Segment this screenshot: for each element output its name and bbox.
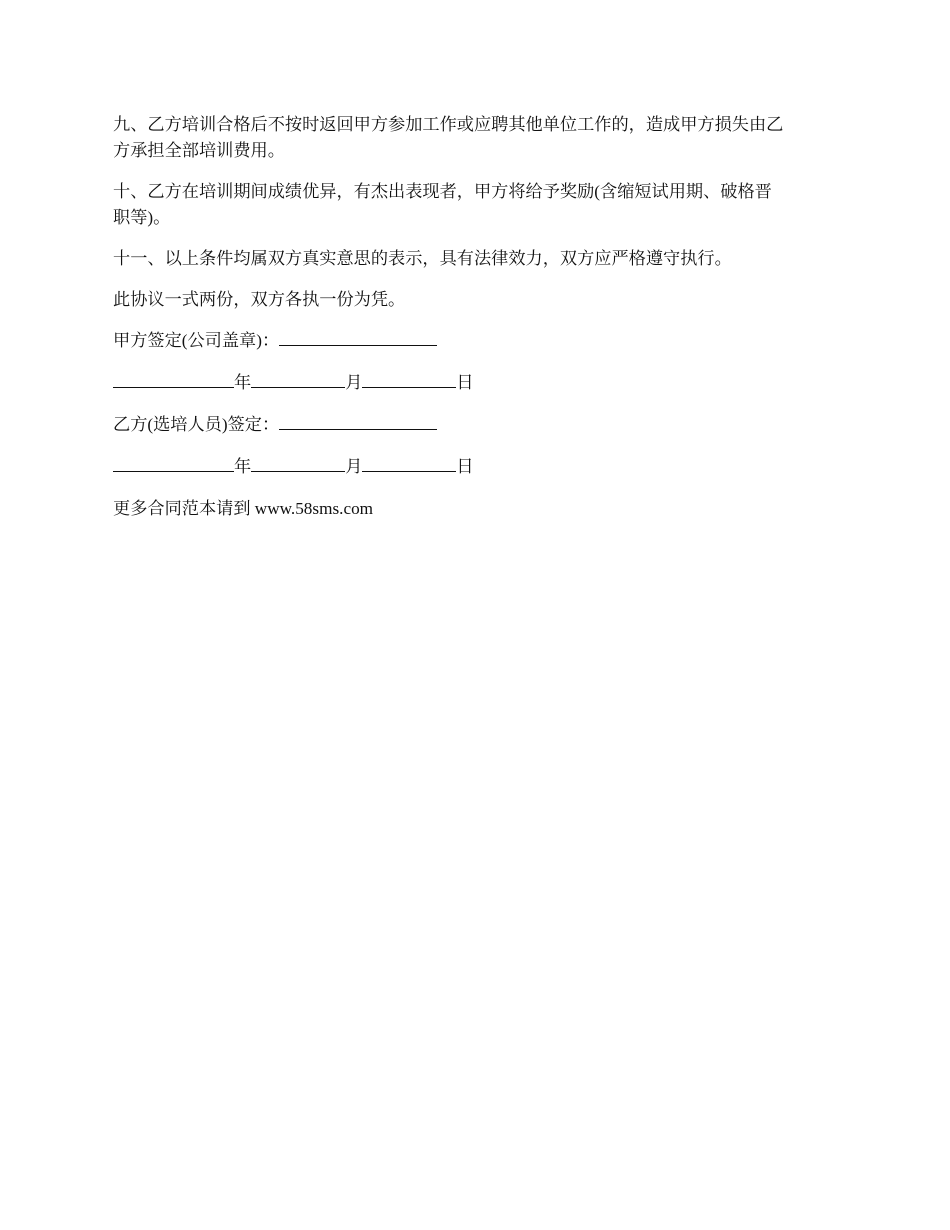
party-b-year-label: 年 xyxy=(234,457,252,476)
party-a-day-blank xyxy=(362,370,456,388)
party-a-year-blank xyxy=(113,370,234,388)
party-a-date-row xyxy=(113,370,843,396)
copies-note: 此协议一式两份，双方各执一份为凭。 xyxy=(113,290,406,309)
contract-body xyxy=(113,112,843,537)
clause-10-line-1: 十、乙方在培训期间成绩优异，有杰出表现者，甲方将给予奖励(含缩短试用期、破格晋 xyxy=(113,182,772,201)
footer-link: 更多合同范本请到 www.58sms.com xyxy=(113,499,374,518)
party-a-month-label: 月 xyxy=(345,373,363,392)
clause-10 xyxy=(113,179,843,231)
party-b-day-label: 日 xyxy=(456,457,474,476)
party-a-year-label: 年 xyxy=(234,373,252,392)
clause-9-line-1: 九、乙方培训合格后不按时返回甲方参加工作或应聘其他单位工作的，造成甲方损失由乙 xyxy=(113,115,784,134)
clause-9 xyxy=(113,112,843,164)
party-a-month-blank xyxy=(251,370,345,388)
clause-10-line-2: 职等)。 xyxy=(113,208,171,227)
party-b-signature-row xyxy=(113,412,843,438)
party-a-signature-label: 甲方签定(公司盖章)： xyxy=(113,331,280,350)
clause-11: 十一、以上条件均属双方真实意思的表示，具有法律效力，双方应严格遵守执行。 xyxy=(113,249,732,268)
party-b-date-row xyxy=(113,454,843,480)
party-b-signature-label: 乙方(选培人员)签定： xyxy=(113,415,280,434)
party-b-month-label: 月 xyxy=(345,457,363,476)
party-b-day-blank xyxy=(362,454,456,472)
party-a-day-label: 日 xyxy=(456,373,474,392)
party-a-signature-blank xyxy=(279,328,437,346)
party-b-signature-blank xyxy=(279,412,437,430)
party-a-signature-row xyxy=(113,328,843,354)
party-b-year-blank xyxy=(113,454,234,472)
clause-9-line-2: 方承担全部培训费用。 xyxy=(113,141,285,160)
party-b-month-blank xyxy=(251,454,345,472)
